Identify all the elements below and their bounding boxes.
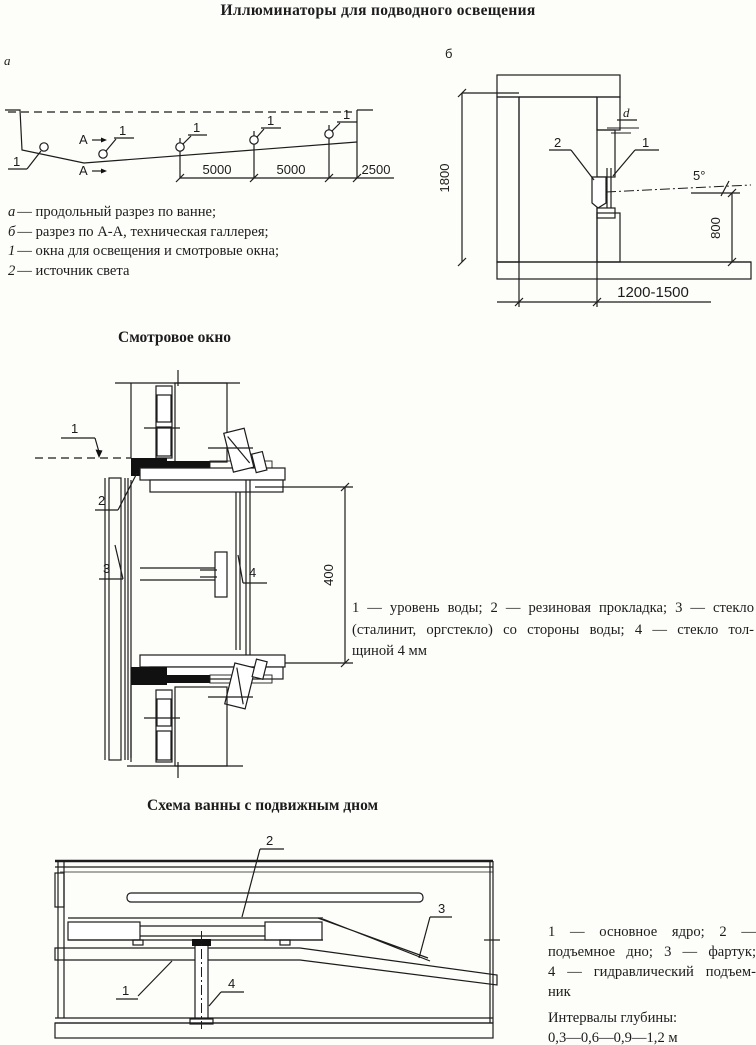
callout-1: 1	[122, 983, 130, 998]
core-floor	[55, 948, 497, 985]
glass-pane-4mm	[236, 480, 250, 662]
anchor-bolts-bottom	[156, 690, 172, 762]
dim-d: d	[623, 105, 630, 120]
arrowhead	[96, 450, 103, 459]
page-title: Иллюминаторы для подводного освещения	[220, 2, 536, 19]
depth-intervals-note: Интервалы глубины: 0,3—0,6—0,9—1,2 м	[548, 1010, 678, 1045]
svg-text:А: А	[79, 132, 88, 147]
window-callout: 1	[343, 107, 351, 122]
diagram-b-letter: б	[445, 46, 453, 61]
diagram-movable-bottom	[40, 833, 512, 1045]
section-mark-upper	[79, 132, 107, 147]
callout-1: 1	[71, 421, 79, 436]
section-mark-lower	[79, 163, 107, 178]
bottom-slab	[55, 1018, 493, 1038]
pool-rim	[55, 861, 493, 872]
light-source	[592, 177, 606, 208]
dim-400	[255, 483, 353, 667]
dim-1800	[437, 89, 519, 266]
svg-text:800: 800	[708, 217, 723, 239]
guide-rail	[127, 893, 423, 902]
sight-line	[606, 185, 751, 192]
glass-pane-waterside	[105, 478, 131, 760]
callout-2: 2	[266, 833, 274, 848]
callout-4: 4	[249, 565, 257, 580]
window-callout: 1	[267, 113, 275, 128]
heading-viewing-window: Смотровое окно	[118, 329, 232, 346]
concrete-block-top	[175, 383, 227, 462]
hydraulic-jack	[190, 931, 213, 1029]
window-callout: 1	[13, 154, 21, 169]
svg-text:А: А	[79, 163, 88, 178]
callout-2: 2	[554, 135, 562, 150]
apron-plate	[318, 918, 430, 961]
diagram-a-letter: а	[4, 53, 11, 68]
diagram-gallery-section	[433, 40, 756, 314]
dim-2500: 2500	[361, 162, 391, 177]
svg-text:1800: 1800	[437, 163, 452, 193]
diagram-longitudinal-section	[0, 48, 398, 186]
diagram-viewing-window	[25, 353, 370, 793]
svg-text:1200-1500: 1200-1500	[617, 284, 689, 301]
porthole-glass	[607, 168, 611, 208]
svg-text:400: 400	[321, 564, 336, 586]
legend-viewing-window: 1 — уровень воды; 2 — резиновая прокладка; 3 — стекло (сталинит, оргстекло) со стороны воды; 4 — стекло тол- щиной 4 мм	[352, 600, 754, 659]
legend-movable-bottom: 1 — основное ядро; 2 — подъемное дно; 3 — фартук; 4 — гидравлический подъем- ник	[548, 924, 756, 1000]
legend-item: 1 — окна для освещения и смотровые окна;	[8, 243, 280, 259]
window-callout: 1	[193, 120, 201, 135]
window-callout: 1	[119, 123, 127, 138]
dim-1200-1500	[497, 262, 711, 307]
concrete-block-bottom	[175, 687, 227, 766]
callout-2: 2	[98, 493, 106, 508]
angle-label: 5°	[693, 168, 706, 183]
legend-top	[8, 203, 279, 281]
legend-item: б — разрез по А-А, техническая галлерея;	[8, 223, 269, 240]
legend-item: 2 — источник света	[8, 262, 130, 279]
callout-4: 4	[228, 976, 236, 991]
callout-1: 1	[642, 135, 650, 150]
dim-800	[691, 189, 740, 266]
callout-3: 3	[438, 901, 446, 916]
dim-5000-right: 5000	[276, 162, 306, 177]
legend-item: а — продольный разрез по ванне;	[8, 204, 217, 220]
pool-bottom-profile	[5, 110, 357, 163]
heading-movable-bottom: Схема ванны с подвижным дном	[147, 797, 379, 814]
anchor-bolts-top	[156, 386, 172, 458]
centre-tie	[140, 552, 227, 597]
dim-5000-left: 5000	[202, 162, 232, 177]
callout-3: 3	[103, 561, 111, 576]
